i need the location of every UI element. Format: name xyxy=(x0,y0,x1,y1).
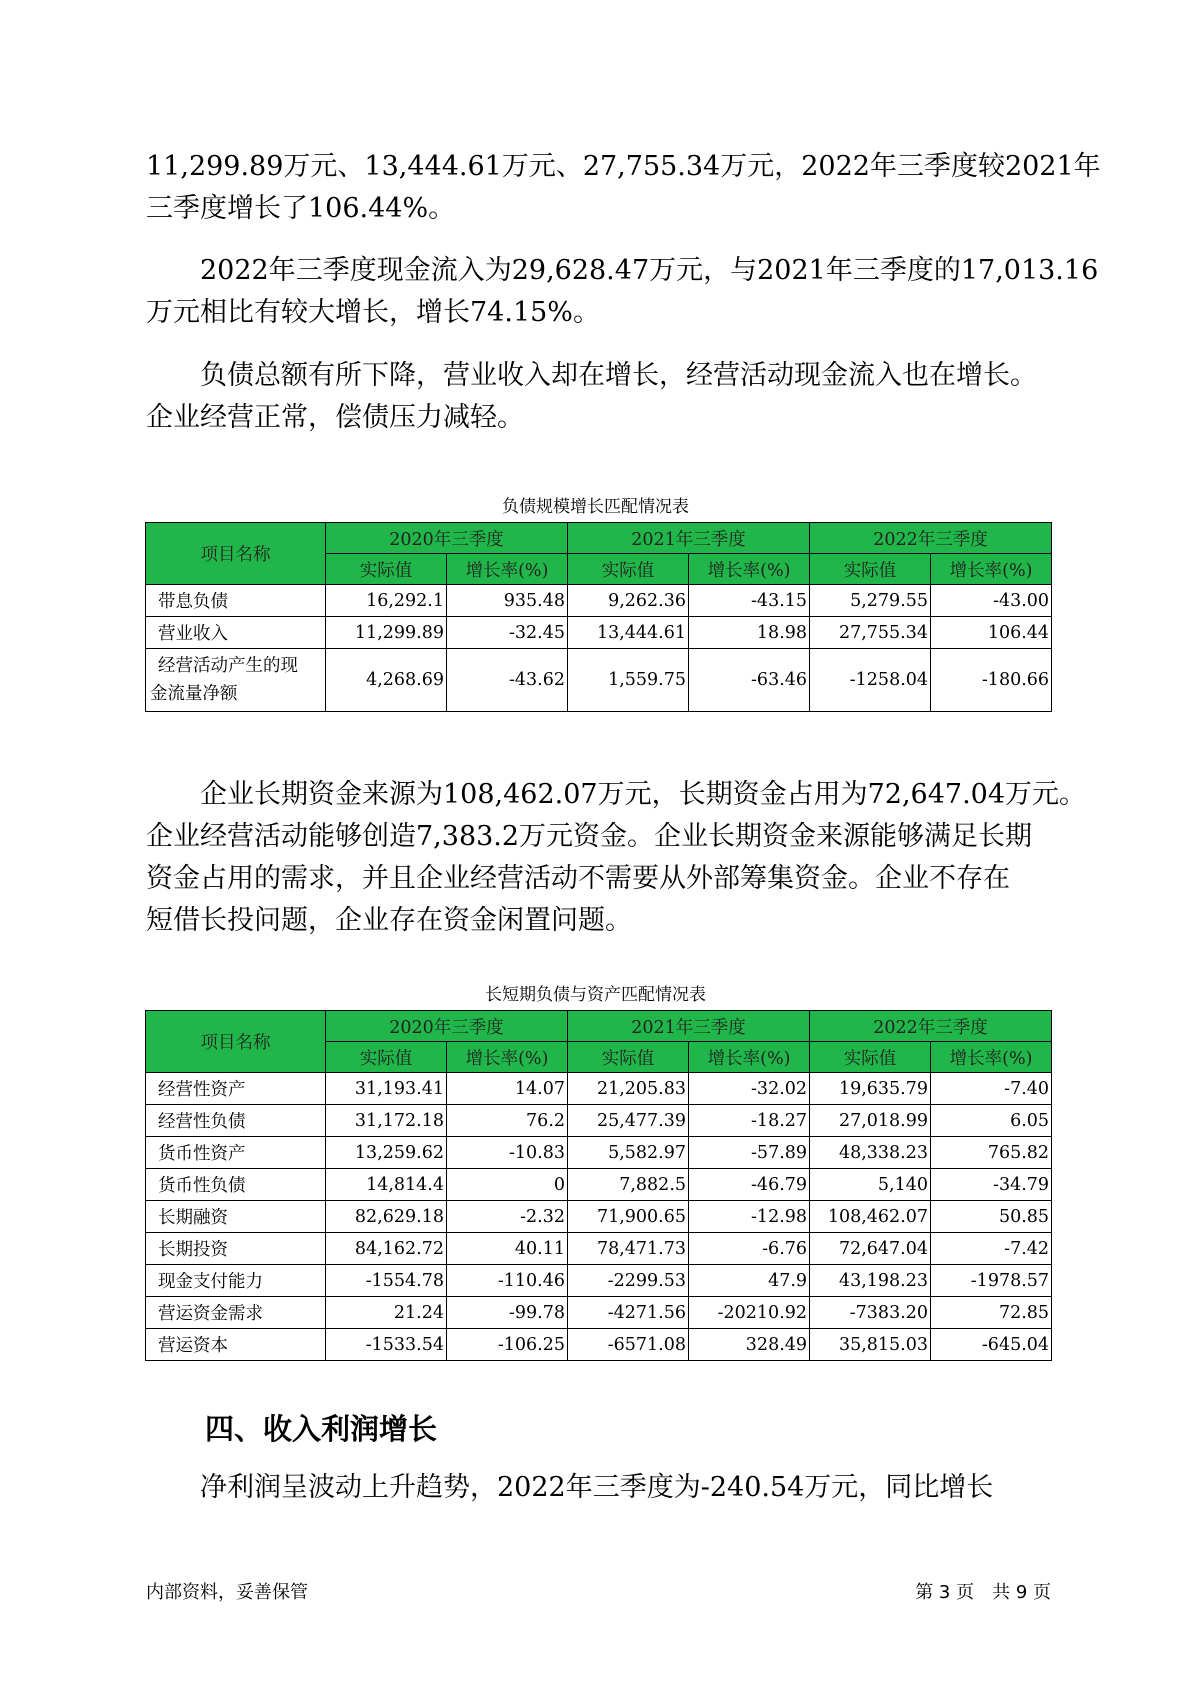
cell-value: 21.24 xyxy=(326,1297,447,1329)
cell-value: -99.78 xyxy=(447,1297,568,1329)
header-rate: 增长率(%) xyxy=(689,1042,810,1073)
paragraph-line: 2022年三季度现金流入为29,628.47万元，与2021年三季度的17,013.16 xyxy=(146,255,1099,286)
paragraph-line: 企业长期资金来源为108,462.07万元，长期资金占用为72,647.04万元。 xyxy=(146,779,1087,810)
paragraph-4 xyxy=(146,774,1087,942)
cell-value: 13,259.62 xyxy=(326,1137,447,1169)
cell-value: -2.32 xyxy=(447,1201,568,1233)
cell-value: -4271.56 xyxy=(568,1297,689,1329)
paragraph-line: 企业经营正常，偿债压力减轻。 xyxy=(146,402,524,433)
cell-value: -2299.53 xyxy=(568,1265,689,1297)
cell-value: 48,338.23 xyxy=(810,1137,931,1169)
paragraph-line: 净利润呈波动上升趋势，2022年三季度为-240.54万元，同比增长 xyxy=(146,1472,994,1503)
paragraph-line: 短借长投问题，企业存在资金闲置问题。 xyxy=(146,905,632,936)
debt-scale-table xyxy=(145,522,1052,712)
cell-value: 84,162.72 xyxy=(326,1233,447,1265)
row-label: 长期投资 xyxy=(146,1233,326,1265)
header-actual: 实际值 xyxy=(810,554,931,585)
section-heading: 四、收入利润增长 xyxy=(205,1412,438,1446)
cell-value: 72,647.04 xyxy=(810,1233,931,1265)
cell-value: 40.11 xyxy=(447,1233,568,1265)
cell-value: -1533.54 xyxy=(326,1329,447,1361)
table-caption: 负债规模增长匹配情况表 xyxy=(502,497,689,517)
row-label: 长期融资 xyxy=(146,1201,326,1233)
cell-value: -18.27 xyxy=(689,1105,810,1137)
header-actual: 实际值 xyxy=(568,1042,689,1073)
paragraph-line: 企业经营活动能够创造7,383.2万元资金。企业长期资金来源能够满足长期 xyxy=(146,821,1033,852)
table-row xyxy=(146,1297,1052,1329)
row-label: 经营性资产 xyxy=(146,1073,326,1105)
cell-value: 47.9 xyxy=(689,1265,810,1297)
cell-value: 5,279.55 xyxy=(810,585,931,617)
header-rate: 增长率(%) xyxy=(689,554,810,585)
table-row xyxy=(146,1169,1052,1201)
row-label: 营业收入 xyxy=(146,617,326,649)
cell-value: 6.05 xyxy=(931,1105,1052,1137)
table-row xyxy=(146,1073,1052,1105)
cell-value: 72.85 xyxy=(931,1297,1052,1329)
cell-value: -1258.04 xyxy=(810,649,931,712)
table-row xyxy=(146,1329,1052,1361)
paragraph-line: 负债总额有所下降，营业收入却在增长，经营活动现金流入也在增长。 xyxy=(146,360,1037,391)
row-label-line: 金流量净额 xyxy=(150,684,238,704)
table-caption: 长短期负债与资产匹配情况表 xyxy=(485,985,706,1005)
table-row xyxy=(146,649,1052,712)
cell-value: 106.44 xyxy=(931,617,1052,649)
cell-value: 13,444.61 xyxy=(568,617,689,649)
table-row xyxy=(146,617,1052,649)
cell-value: 328.49 xyxy=(689,1329,810,1361)
cell-value: -7.40 xyxy=(931,1073,1052,1105)
table-row xyxy=(146,1265,1052,1297)
header-rate: 增长率(%) xyxy=(447,554,568,585)
header-period: 2021年三季度 xyxy=(568,523,810,554)
cell-value: -6.76 xyxy=(689,1233,810,1265)
cell-value: -1978.57 xyxy=(931,1265,1052,1297)
header-item-name: 项目名称 xyxy=(146,1011,326,1073)
header-actual: 实际值 xyxy=(568,554,689,585)
row-label: 现金支付能力 xyxy=(146,1265,326,1297)
header-actual: 实际值 xyxy=(326,1042,447,1073)
footer-confidential: 内部资料，妥善保管 xyxy=(146,1582,308,1603)
table-row xyxy=(146,1233,1052,1265)
table-row xyxy=(146,585,1052,617)
cell-value: 4,268.69 xyxy=(326,649,447,712)
paragraph-line: 11,299.89万元、13,444.61万元、27,755.34万元，2022年三季度较2021年 xyxy=(146,151,1101,182)
cell-value: -7.42 xyxy=(931,1233,1052,1265)
cell-value: 50.85 xyxy=(931,1201,1052,1233)
header-period: 2020年三季度 xyxy=(326,523,568,554)
header-rate: 增长率(%) xyxy=(447,1042,568,1073)
header-period: 2021年三季度 xyxy=(568,1011,810,1042)
cell-value: 1,559.75 xyxy=(568,649,689,712)
cell-value: -180.66 xyxy=(931,649,1052,712)
cell-value: 27,018.99 xyxy=(810,1105,931,1137)
cell-value: -32.45 xyxy=(447,617,568,649)
cell-value: 78,471.73 xyxy=(568,1233,689,1265)
row-label: 经营性负债 xyxy=(146,1105,326,1137)
paragraph-1 xyxy=(146,146,1101,230)
cell-value: 71,900.65 xyxy=(568,1201,689,1233)
table-row xyxy=(146,1201,1052,1233)
header-period: 2020年三季度 xyxy=(326,1011,568,1042)
cell-value: 0 xyxy=(447,1169,568,1201)
cell-value: 7,882.5 xyxy=(568,1169,689,1201)
cell-value: 108,462.07 xyxy=(810,1201,931,1233)
cell-value: 27,755.34 xyxy=(810,617,931,649)
cell-value: 5,140 xyxy=(810,1169,931,1201)
cell-value: 765.82 xyxy=(931,1137,1052,1169)
cell-value: -34.79 xyxy=(931,1169,1052,1201)
cell-value: -12.98 xyxy=(689,1201,810,1233)
cell-value: 5,582.97 xyxy=(568,1137,689,1169)
paragraph-5 xyxy=(146,1467,1046,1509)
cell-value: -20210.92 xyxy=(689,1297,810,1329)
header-rate: 增长率(%) xyxy=(931,554,1052,585)
header-period: 2022年三季度 xyxy=(810,1011,1052,1042)
paragraph-line: 万元相比有较大增长，增长74.15%。 xyxy=(146,297,600,328)
cell-value: -43.15 xyxy=(689,585,810,617)
cell-value: 25,477.39 xyxy=(568,1105,689,1137)
header-item-name: 项目名称 xyxy=(146,523,326,585)
paragraph-line: 资金占用的需求，并且企业经营活动不需要从外部筹集资金。企业不存在 xyxy=(146,863,1010,894)
cell-value: -46.79 xyxy=(689,1169,810,1201)
header-period: 2022年三季度 xyxy=(810,523,1052,554)
cell-value: -57.89 xyxy=(689,1137,810,1169)
cell-value: 21,205.83 xyxy=(568,1073,689,1105)
cell-value: 16,292.1 xyxy=(326,585,447,617)
cell-value: 82,629.18 xyxy=(326,1201,447,1233)
header-actual: 实际值 xyxy=(326,554,447,585)
paragraph-line: 三季度增长了106.44%。 xyxy=(146,193,456,224)
cell-value: -1554.78 xyxy=(326,1265,447,1297)
header-actual: 实际值 xyxy=(810,1042,931,1073)
cell-value: -106.25 xyxy=(447,1329,568,1361)
header-rate: 增长率(%) xyxy=(931,1042,1052,1073)
cell-value: 31,193.41 xyxy=(326,1073,447,1105)
cell-value: -63.46 xyxy=(689,649,810,712)
cell-value: -43.00 xyxy=(931,585,1052,617)
cell-value: 19,635.79 xyxy=(810,1073,931,1105)
cell-value: -32.02 xyxy=(689,1073,810,1105)
row-label: 带息负债 xyxy=(146,585,326,617)
row-label: 营运资金需求 xyxy=(146,1297,326,1329)
cell-value: 35,815.03 xyxy=(810,1329,931,1361)
row-label: 货币性负债 xyxy=(146,1169,326,1201)
cell-value: -7383.20 xyxy=(810,1297,931,1329)
row-label: 货币性资产 xyxy=(146,1137,326,1169)
cell-value: -43.62 xyxy=(447,649,568,712)
term-match-table xyxy=(145,1010,1052,1361)
cell-value: 43,198.23 xyxy=(810,1265,931,1297)
cell-value: -110.46 xyxy=(447,1265,568,1297)
cell-value: 18.98 xyxy=(689,617,810,649)
cell-value: -645.04 xyxy=(931,1329,1052,1361)
cell-value: 14,814.4 xyxy=(326,1169,447,1201)
cell-value: 31,172.18 xyxy=(326,1105,447,1137)
footer-page-number: 第 3 页 共 9 页 xyxy=(915,1582,1051,1603)
cell-value: 935.48 xyxy=(447,585,568,617)
cell-value: 11,299.89 xyxy=(326,617,447,649)
table-row xyxy=(146,1105,1052,1137)
cell-value: -6571.08 xyxy=(568,1329,689,1361)
row-label xyxy=(146,649,326,712)
table-row xyxy=(146,1137,1052,1169)
cell-value: 9,262.36 xyxy=(568,585,689,617)
row-label-line: 经营活动产生的现 xyxy=(158,656,298,676)
paragraph-2 xyxy=(146,250,1099,334)
cell-value: 14.07 xyxy=(447,1073,568,1105)
row-label: 营运资本 xyxy=(146,1329,326,1361)
cell-value: 76.2 xyxy=(447,1105,568,1137)
cell-value: -10.83 xyxy=(447,1137,568,1169)
paragraph-3 xyxy=(146,355,1046,439)
